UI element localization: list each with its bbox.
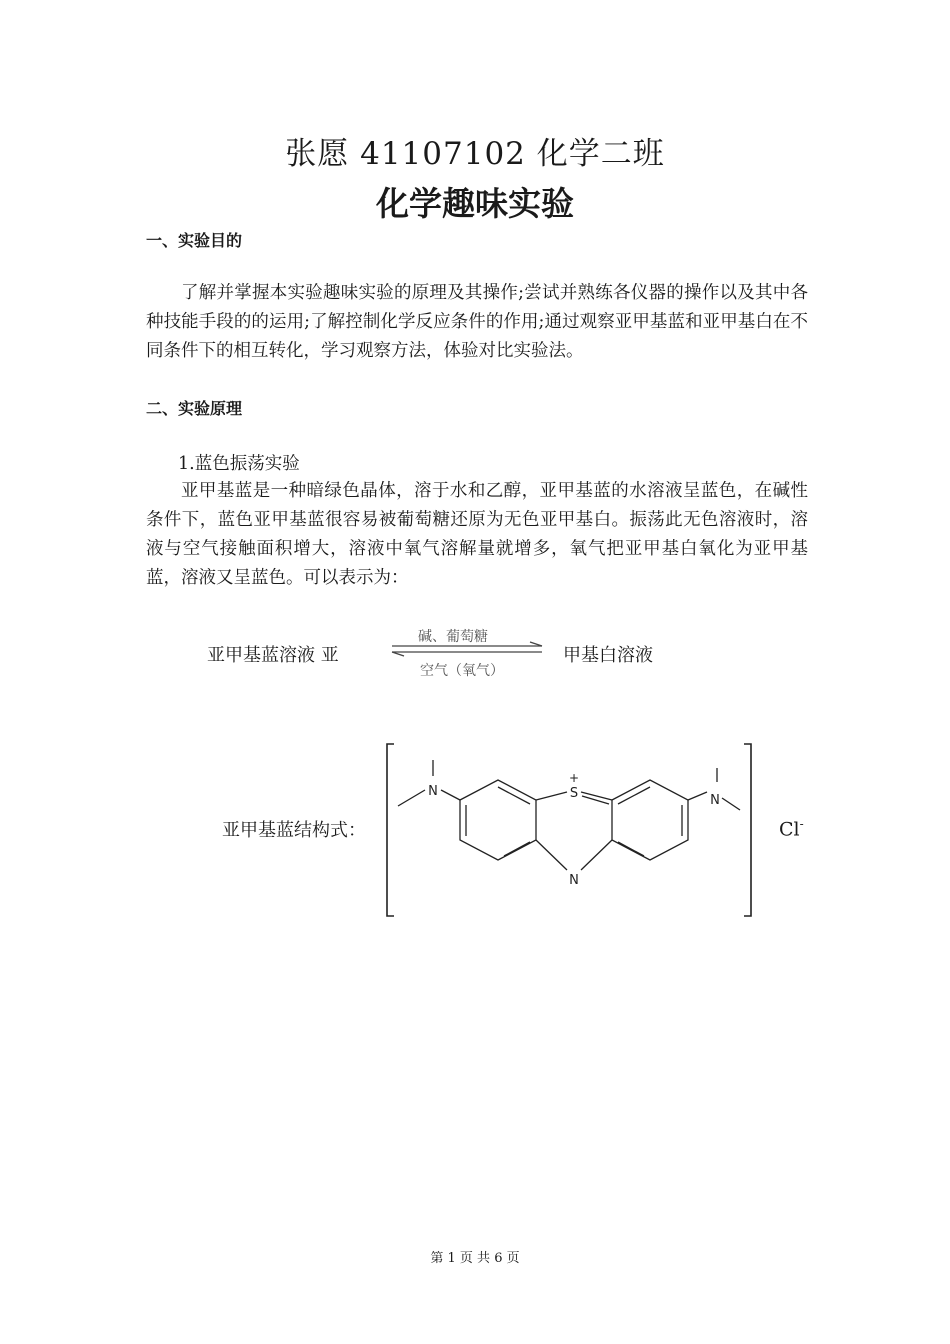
methylene-blue-structure-diagram (380, 740, 770, 925)
document-title: 化学趣味实验 (376, 184, 574, 223)
equation-reverse-condition: 空气（氧气） (420, 663, 504, 679)
page-footer: 第 1 页 共 6 页 (430, 1251, 520, 1266)
right-bracket (744, 744, 751, 916)
ring-nitrogen-atom: N (569, 873, 579, 888)
section-heading-purpose: 一、实验目的 (146, 231, 243, 250)
author-line: 张愿 41107102 化学二班 (285, 136, 665, 172)
left-nitrogen-atom: N (428, 784, 438, 799)
structure-label: 亚甲基蓝结构式： (222, 820, 366, 841)
section-heading-principle: 二、实验原理 (146, 399, 243, 418)
sulfur-atom: S (569, 786, 579, 801)
reversible-arrow-icon (388, 640, 548, 660)
purpose-paragraph: 了解并掌握本实验趣味实验的原理及其操作;尝试并熟练各仪器的操作以及其中各种技能手段的的运用;了解控制化学反应条件的作用;通过观察亚甲基蓝和亚甲基白在不同条件下的相互转化，学习观察方法，体验对比实验法。 (146, 283, 808, 361)
chloride-counter-ion (779, 817, 804, 840)
right-nitrogen-atom: N (710, 793, 720, 808)
principle-paragraph: 亚甲基蓝是一种暗绿色晶体，溶于水和乙醇，亚甲基蓝的水溶液呈蓝色，在碱性条件下，蓝色亚甲基蓝很容易被葡萄糖还原为无色亚甲基白。振荡此无色溶液时，溶液与空气接触面积增大，溶液中氧气溶解量就增多，氧气把亚甲基白氧化为亚甲基蓝，溶液又呈蓝色。可以表示为： (146, 481, 808, 588)
chloride-symbol: Cl (779, 818, 800, 841)
chloride-charge: - (799, 817, 804, 831)
left-bracket (387, 744, 394, 916)
sulfur-positive-charge: + (568, 771, 580, 785)
equation-forward-condition: 碱、葡萄糖 (418, 629, 488, 645)
equation-product: 甲基白溶液 (563, 645, 653, 666)
equation-reactant: 亚甲基蓝溶液 亚 (207, 645, 339, 666)
subsection-blue-oscillation: 1.蓝色振荡实验 (178, 454, 300, 474)
